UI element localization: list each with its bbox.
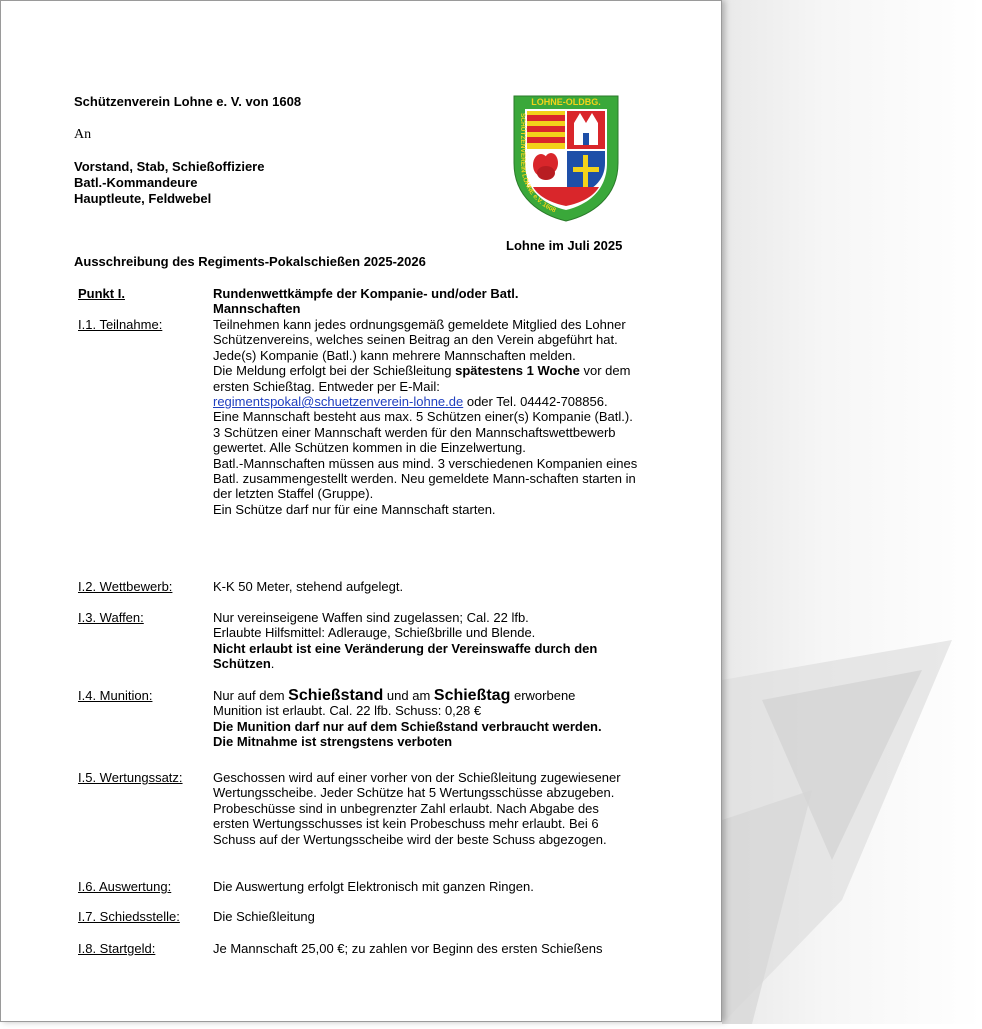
recipient-line: Batl.-Kommandeure — [74, 175, 198, 190]
waffen-warning — [213, 641, 641, 672]
teilnahme-paragraph: Eine Mannschaft besteht aus max. 5 Schützen einer(s) Kompanie (Batl.). 3 Schützen einer Mannschaft werden für den Mannschaftswettbewerb gewertet. Alle Schützen kommen in die Einzelwertung. — [213, 409, 633, 456]
punkt-label: Punkt I. — [78, 286, 125, 301]
phone-text: oder Tel. 04442-708856. — [463, 394, 608, 410]
subject-line: Ausschreibung des Regiments-Pokalschießen 2025-2026 — [74, 254, 426, 269]
club-crest-logo — [511, 93, 621, 223]
label-wettbewerb: I.2. Wettbewerb: — [78, 579, 173, 594]
waffen-period: . — [270, 656, 275, 672]
content-waffen — [213, 610, 641, 672]
munition-warning: Die Munition darf nur auf dem Schießstand verbraucht werden. — [213, 718, 602, 734]
munition-text: erworbene — [510, 688, 576, 703]
recipients-block — [74, 159, 264, 207]
content-auswertung: Die Auswertung erfolgt Elektronisch mit ganzen Ringen. — [213, 879, 534, 894]
meldung-text: Die Meldung erfolgt bei der Schießleitung — [213, 363, 456, 379]
teilnahme-paragraph: Batl.-Mannschaften müssen aus mind. 3 verschiedenen Kompanien eines Batl. zusammengestellt werden. Neu gemeldete Mann-schaften starten in der letzten Staffel (Gruppe). — [213, 455, 638, 502]
munition-emph: Schießtag — [433, 687, 511, 704]
teilnahme-paragraph: Teilnehmen kann jedes ordnungsgemäß gemeldete Mitglied des Lohner Schützenvereins, welches seinen Beitrag an den Verein abgeführt hat. Jede(s) Kompanie (Batl.) kann mehrere Mannschaften melden. — [213, 317, 626, 363]
crest-ring-textpath: SCHÜTZENVEREIN LOHNE e.V. 1608 — [518, 113, 557, 215]
teilnahme-meldung — [213, 363, 641, 394]
page-shadow — [722, 0, 982, 1024]
date-line: Lohne im Juli 2025 — [506, 238, 623, 253]
content-startgeld: Je Mannschaft 25,00 €; zu zahlen vor Beginn des ersten Schießens — [213, 941, 603, 956]
munition-text: Nur auf dem — [213, 688, 289, 703]
munition-line: Munition ist erlaubt. Cal. 22 lfb. Schuss: 0,28 € — [213, 703, 482, 719]
munition-warning: Die Mitnahme ist strengstens verboten — [213, 734, 453, 750]
content-munition — [213, 688, 641, 750]
meldung-deadline: spätestens 1 Woche — [455, 363, 580, 379]
munition-line — [213, 688, 641, 703]
an-label: An — [74, 127, 92, 142]
content-schiedsstelle: Die Schießleitung — [213, 909, 315, 924]
munition-text: und am — [383, 688, 434, 703]
munition-emph: Schießstand — [288, 687, 384, 704]
label-munition: I.4. Munition: — [78, 688, 153, 703]
label-startgeld: I.8. Startgeld: — [78, 941, 156, 956]
waffen-line: Nur vereinseigene Waffen sind zugelassen; Cal. 22 lfb. — [213, 610, 529, 625]
punkt-title: Rundenwettkämpfe der Kompanie- und/oder Batl. Mannschaften — [213, 286, 519, 317]
content-wettbewerb: K-K 50 Meter, stehend aufgelegt. — [213, 579, 404, 594]
email-link[interactable]: regimentspokal@schuetzenverein-lohne.de — [213, 394, 464, 410]
waffen-warning-text: Nicht erlaubt ist eine Veränderung der Vereinswaffe durch den Schützen — [213, 640, 598, 672]
waffen-line: Erlaubte Hilfsmittel: Adlerauge, Schießbrille und Blende. — [213, 625, 536, 641]
label-wertungssatz: I.5. Wertungssatz: — [78, 770, 183, 785]
label-auswertung: I.6. Auswertung: — [78, 879, 172, 894]
label-waffen: I.3. Waffen: — [78, 610, 144, 625]
label-schiedsstelle: I.7. Schiedsstelle: — [78, 909, 180, 924]
recipient-line: Vorstand, Stab, Schießoffiziere — [74, 159, 265, 174]
label-teilnahme: I.1. Teilnahme: — [78, 317, 163, 332]
content-teilnahme — [213, 317, 641, 517]
contact-line — [213, 394, 641, 409]
recipient-line: Hauptleute, Feldwebel — [74, 191, 212, 206]
crest-top-text: LOHNE-OLDBG. — [531, 97, 601, 107]
sender-line: Schützenverein Lohne e. V. von 1608 — [74, 94, 302, 109]
shadow-decoration — [722, 0, 982, 1024]
meldung-text-end: vor dem ersten Schießtag. Entweder per E-Mail: — [213, 363, 631, 394]
content-wertungssatz: Geschossen wird auf einer vorher von der Schießleitung zugewiesener Wertungsscheibe. Jeder Schütze hat 5 Wertungsschüsse abzugeben. Probeschüsse sind in unbegrenzter Zahl erlaubt. Nach Abgabe des ersten Wertungsschusses ist kein Probeschuss mehr erlaubt. Bei 6 Schuss auf der Wertungsscheibe wird der beste Schuss abgezogen. — [213, 770, 621, 847]
teilnahme-paragraph: Ein Schütze darf nur für eine Mannschaft starten. — [213, 501, 496, 517]
